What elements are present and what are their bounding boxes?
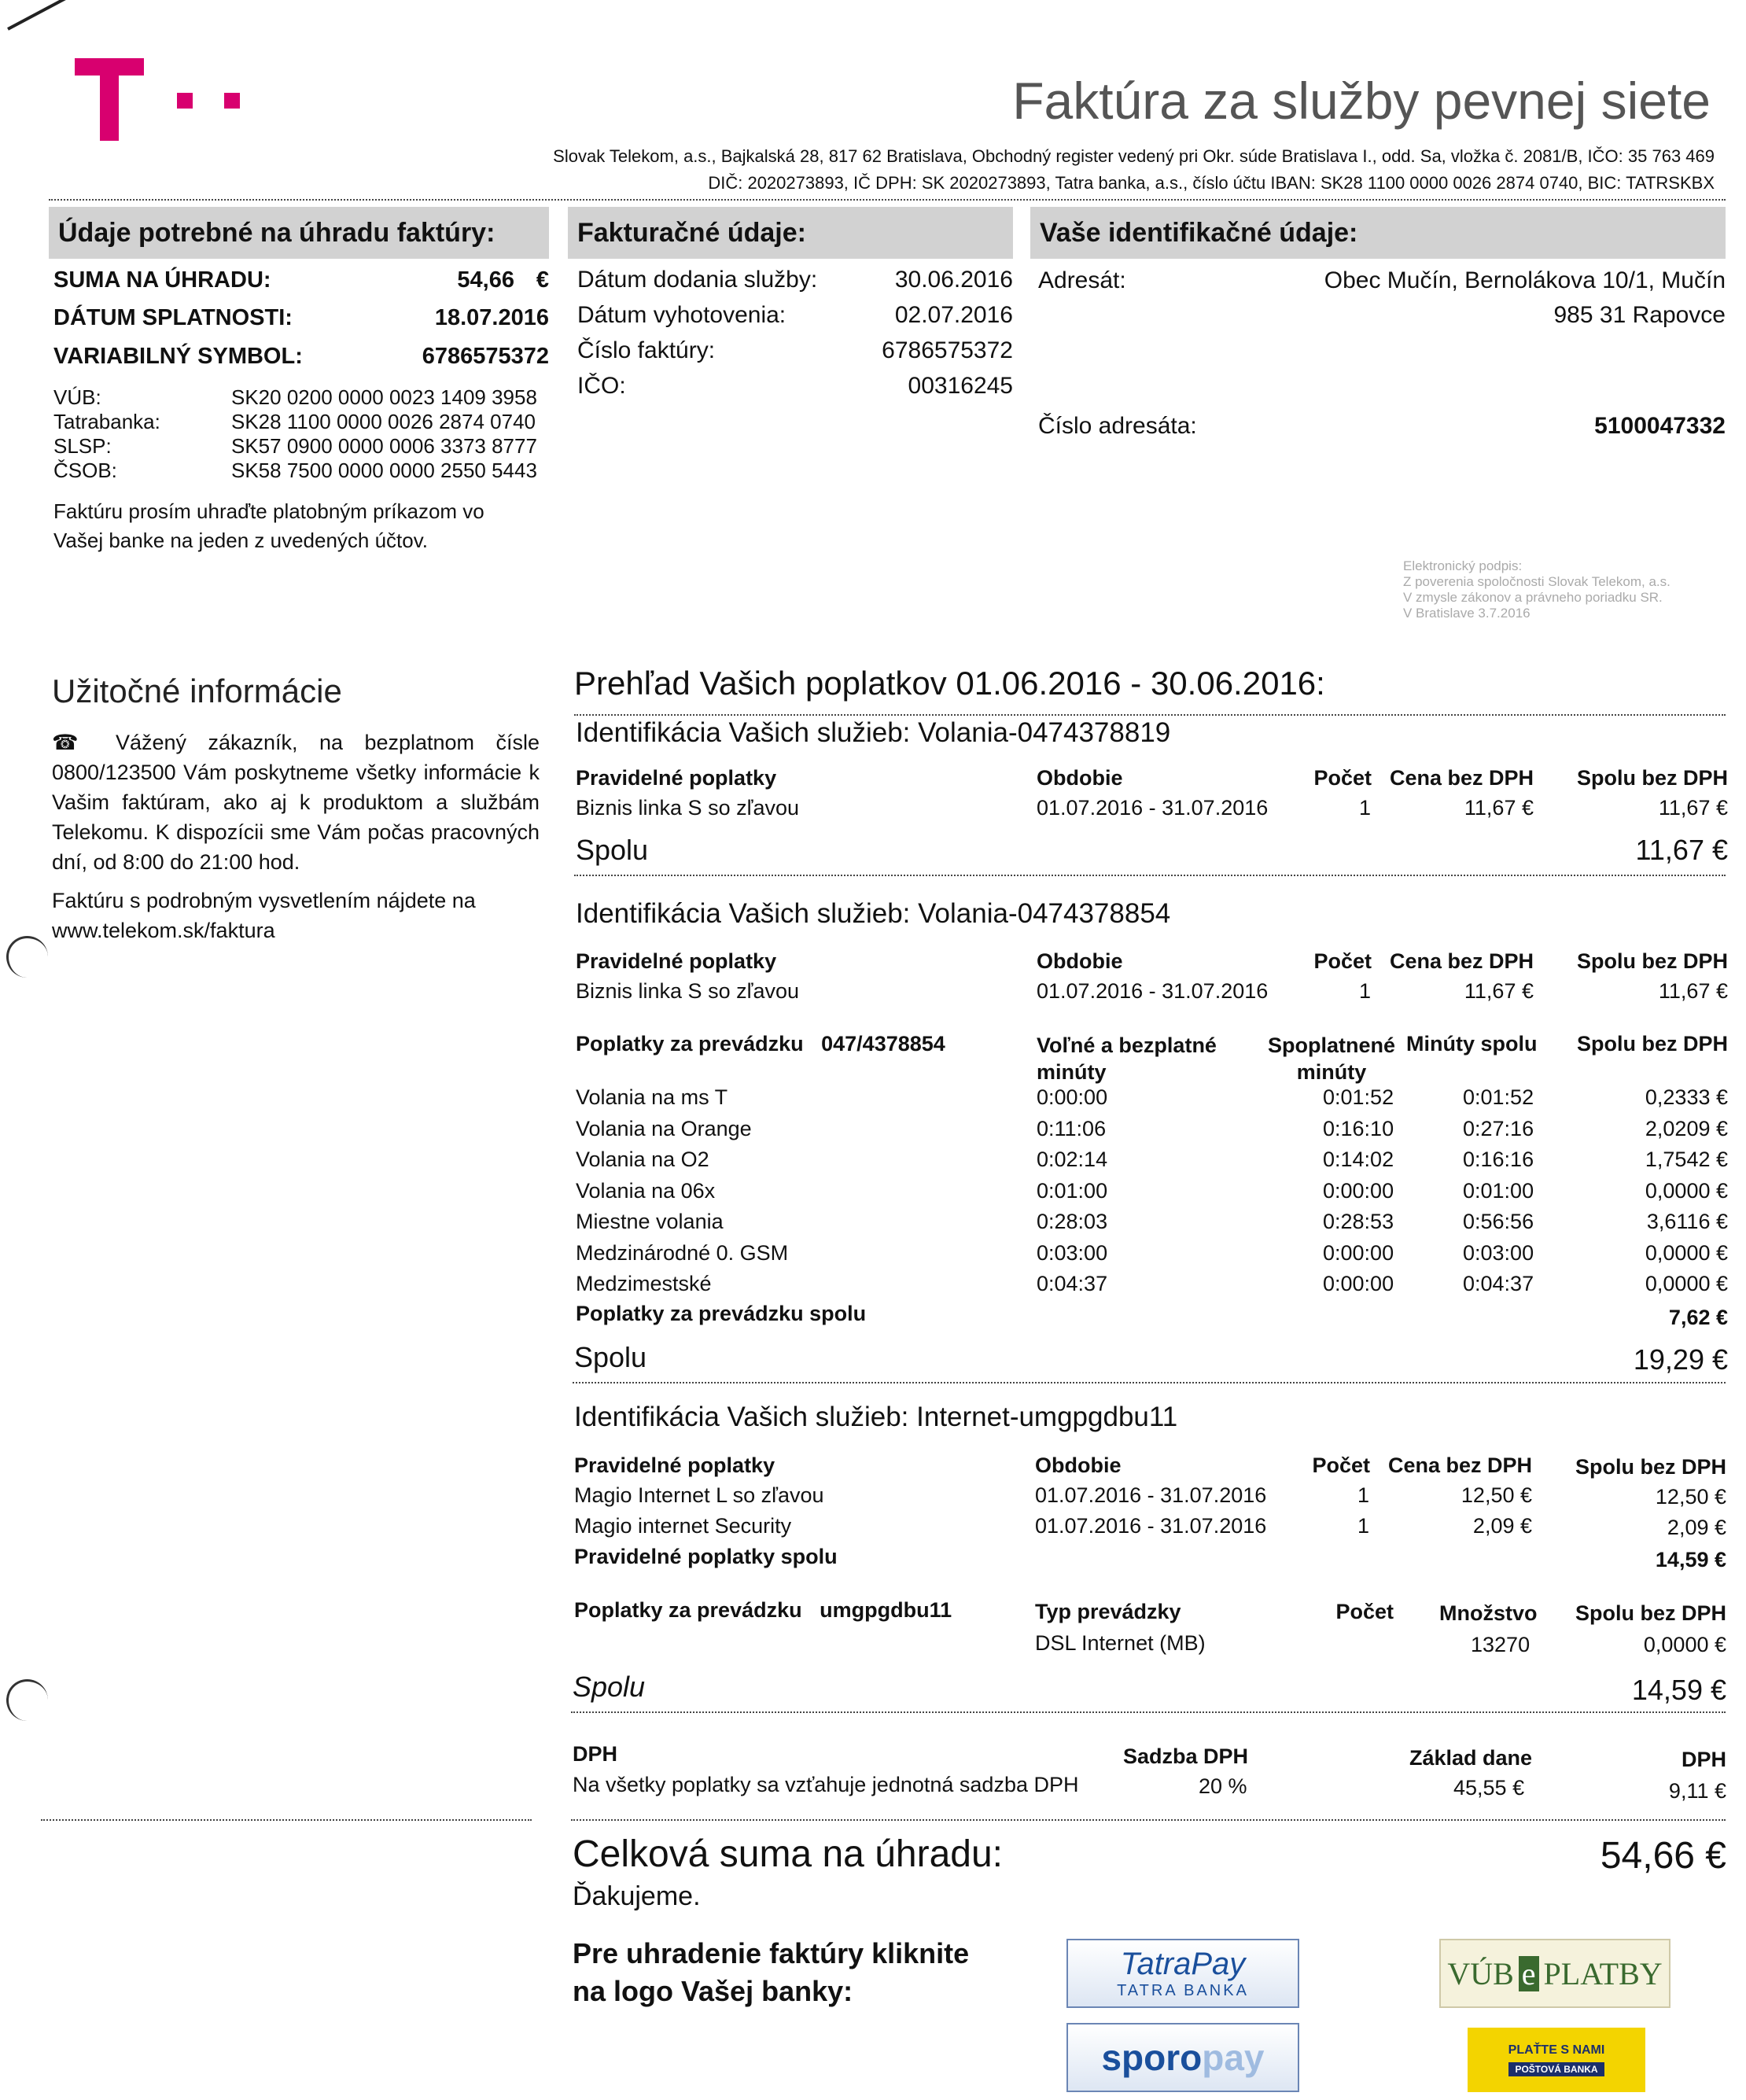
- punch-hole-mark: [6, 1679, 48, 1721]
- item-price: 2,09 €: [1472, 1514, 1532, 1538]
- overview-title: Prehľad Vašich poplatkov 01.06.2016 - 30.06.2016:: [574, 665, 1325, 702]
- col-count: Počet: [1313, 766, 1372, 790]
- spolu-label: Spolu: [576, 834, 649, 866]
- vub-e-text: e: [1519, 1956, 1539, 1991]
- col-free-minutes: Voľné a bezplatné minúty: [1037, 1033, 1217, 1084]
- addressee-address: [1324, 263, 1726, 333]
- col-price: Cena bez DPH: [1387, 1453, 1532, 1477]
- spolu-label: Spolu: [573, 1671, 646, 1703]
- vub-eplatby-button[interactable]: [1439, 1939, 1670, 2008]
- service-title: Identifikácia Vašich služieb: Internet-umgpgdbu11: [574, 1402, 1178, 1432]
- pen-mark: [7, 0, 112, 31]
- invoice-value: 30.06.2016: [894, 267, 1013, 293]
- vat-text: Na všetky poplatky sa vzťahuje jednotná sadzba DPH: [573, 1773, 1079, 1796]
- bank-iban: SK57 0900 0000 0006 3373 8777: [231, 434, 537, 458]
- call-paid: 0:00:00: [1323, 1178, 1394, 1203]
- col-total: Spolu bez DPH: [1576, 949, 1728, 973]
- vs-row: [53, 338, 549, 374]
- telekom-logo: [59, 47, 263, 149]
- col-count: Počet: [1335, 1600, 1394, 1623]
- col-price: Cena bez DPH: [1389, 949, 1534, 973]
- vub-logo: [1447, 1955, 1662, 1992]
- item-name: Biznis linka S so zľavou: [576, 979, 800, 1003]
- addressee-label: Adresát:: [1038, 267, 1126, 293]
- sporopay-button[interactable]: [1066, 2023, 1299, 2092]
- regular-total-value: 14,59 €: [1655, 1548, 1726, 1571]
- call-row: [576, 1117, 1728, 1148]
- item-name: Magio internet Security: [574, 1514, 792, 1538]
- item-count: 1: [1359, 796, 1372, 820]
- call-name: Medzimestské: [576, 1272, 712, 1295]
- item-total: 12,50 €: [1655, 1485, 1726, 1509]
- invoice-label: Dátum vyhotovenia:: [577, 302, 786, 328]
- address-line: 985 31 Rapovce: [1553, 302, 1726, 328]
- addressee-number: 5100047332: [1594, 413, 1726, 439]
- sporopay-logo: [1101, 2036, 1264, 2079]
- col-regular: Pravidelné poplatky: [576, 949, 777, 973]
- col-amount: Množstvo: [1439, 1601, 1538, 1625]
- invoice-label: Číslo faktúry:: [577, 337, 716, 363]
- call-free: 0:01:00: [1037, 1178, 1108, 1203]
- traffic-total-label: Poplatky za prevádzku spolu: [576, 1302, 867, 1325]
- item-period: 01.07.2016 - 31.07.2016: [1035, 1514, 1267, 1538]
- esign-line: V zmysle zákonov a právneho poriadku SR.: [1403, 590, 1663, 605]
- col-total: Spolu bez DPH: [1575, 1455, 1726, 1479]
- divider: [41, 1819, 532, 1821]
- due-label: DÁTUM SPLATNOSTI:: [53, 305, 293, 330]
- col-period: Obdobie: [1037, 949, 1123, 973]
- invoice-details: [577, 262, 1013, 403]
- item-period: 01.07.2016 - 31.07.2016: [1037, 979, 1269, 1003]
- traffic-label-text: Poplatky za prevádzku: [576, 1032, 804, 1056]
- item-price: 12,50 €: [1461, 1483, 1532, 1507]
- call-paid: 0:28:53: [1323, 1210, 1394, 1233]
- call-name: Volania na 06x: [576, 1178, 716, 1203]
- service-title: Identifikácia Vašich služieb: Volania-0474378854: [576, 898, 1171, 929]
- call-sum: 0:03:00: [1463, 1240, 1534, 1265]
- spolu-value: 14,59 €: [1631, 1674, 1726, 1706]
- due-value: 18.07.2016: [434, 305, 549, 330]
- info-link-text: Faktúru s podrobným vysvetlením nájdete na www.telekom.sk/faktura: [52, 889, 476, 942]
- traffic-label-text: Poplatky za prevádzku: [574, 1598, 802, 1622]
- postova-banka-button[interactable]: [1468, 2028, 1645, 2092]
- call-sum: 0:01:00: [1463, 1178, 1534, 1203]
- call-paid: 0:16:10: [1323, 1116, 1394, 1140]
- call-free: 0:00:00: [1037, 1085, 1108, 1109]
- call-name: Medzinárodné 0. GSM: [576, 1240, 789, 1265]
- col-count: Počet: [1313, 949, 1372, 973]
- due-row: [53, 300, 549, 336]
- addressee-number-label: Číslo adresáta:: [1038, 413, 1197, 439]
- posta-top-text: PLAŤTE S NAMI: [1508, 2043, 1605, 2057]
- item-price: 11,67 €: [1464, 796, 1534, 820]
- call-sum: 0:01:52: [1463, 1085, 1534, 1109]
- col-vat-rate: Sadzba DPH: [1123, 1744, 1249, 1768]
- vat-rate: 20 %: [1199, 1774, 1247, 1798]
- call-paid: 0:00:00: [1323, 1272, 1394, 1295]
- traffic-id: umgpgdbu11: [820, 1598, 952, 1622]
- col-paid-minutes: Spoplatnené minúty: [1267, 1033, 1395, 1084]
- logo-dot: [224, 93, 240, 109]
- call-row: [576, 1085, 1728, 1117]
- bank-name: SLSP:: [53, 434, 112, 458]
- addressee-number-row: [1038, 409, 1726, 444]
- call-total: 2,0209 €: [1645, 1116, 1728, 1140]
- item-total: 11,67 €: [1658, 796, 1728, 820]
- info-text: [52, 728, 540, 877]
- call-paid: 0:01:52: [1323, 1085, 1394, 1109]
- bank-iban: SK28 1100 0000 0026 2874 0740: [231, 410, 536, 433]
- item-count: 1: [1359, 979, 1372, 1003]
- esign-line: V Bratislave 3.7.2016: [1403, 606, 1531, 621]
- spolu-value: 19,29 €: [1633, 1343, 1728, 1376]
- col-vat: DPH: [1681, 1748, 1726, 1771]
- item-price: 11,67 €: [1464, 979, 1534, 1003]
- item-total: 2,09 €: [1667, 1516, 1726, 1539]
- regular-total-label: Pravidelné poplatky spolu: [574, 1545, 838, 1568]
- col-count: Počet: [1312, 1453, 1370, 1477]
- bank-name: Tatrabanka:: [53, 410, 160, 433]
- bank-row: [53, 434, 549, 459]
- sum-row: [53, 262, 549, 298]
- item-period: 01.07.2016 - 31.07.2016: [1035, 1483, 1267, 1507]
- service-title: Identifikácia Vašich služieb: Volania-0474378819: [576, 717, 1171, 748]
- bank-name: ČSOB:: [53, 459, 117, 482]
- esign-line: Elektronický podpis:: [1403, 558, 1523, 573]
- logo-dot: [177, 93, 193, 109]
- divider: [574, 875, 1726, 876]
- call-free: 0:02:14: [1037, 1148, 1108, 1171]
- esign-line: Z poverenia spoločnosti Slovak Telekom, a.s.: [1403, 574, 1670, 589]
- vs-label: VARIABILNÝ SYMBOL:: [53, 344, 303, 369]
- col-regular: Pravidelné poplatky: [576, 766, 777, 790]
- payment-note: Faktúru prosím uhraďte platobným príkazom vo Vašej banke na jeden z uvedených účtov.: [53, 499, 484, 552]
- divider: [571, 1819, 1726, 1821]
- invoice-row: [577, 262, 1013, 297]
- company-info: [378, 143, 1715, 197]
- tax-base: 45,55 €: [1453, 1776, 1525, 1800]
- divider: [571, 1711, 1726, 1713]
- call-sum: 0:04:37: [1463, 1272, 1534, 1295]
- invoice-label: Dátum dodania služby:: [577, 267, 818, 293]
- bank-row: [53, 385, 549, 410]
- call-sum: 0:56:56: [1463, 1210, 1534, 1233]
- invoice-label: IČO:: [577, 373, 626, 399]
- invoice-value: 00316245: [908, 373, 1013, 399]
- pay-text: pay: [1202, 2037, 1265, 2078]
- bank-accounts: [53, 385, 549, 483]
- posta-bottom-text: POŠTOVÁ BANKA: [1508, 2062, 1604, 2076]
- call-name: Miestne volania: [576, 1210, 724, 1233]
- call-name: Volania na Orange: [576, 1116, 752, 1140]
- call-row: [576, 1272, 1728, 1303]
- invoice-value: 02.07.2016: [894, 302, 1013, 328]
- call-paid: 0:00:00: [1323, 1240, 1394, 1265]
- sum-value: 54,66: [457, 267, 514, 293]
- call-free: 0:03:00: [1037, 1240, 1108, 1265]
- ident-heading: Vaše identifikačné údaje:: [1030, 207, 1726, 259]
- info-paragraph: Vážený zákazník, na bezplatnom čísle 0800/123500 Vám poskytneme všetky informácie k Vašim faktúram, ako aj k produktom a službám Telekomu. K dispozícii sme Vám počas pracovných dní, od 8:00 do 21:00 hod.: [52, 731, 540, 874]
- tatrapay-logo-text: TatraPay: [1120, 1947, 1246, 1981]
- tatrapay-bank-name: TATRA BANKA: [1117, 1982, 1249, 1999]
- col-total: Spolu bez DPH: [1576, 766, 1728, 790]
- call-paid: 0:14:02: [1323, 1148, 1394, 1171]
- address-line: Obec Mučín, Bernolákova 10/1, Mučín: [1324, 267, 1726, 293]
- invoice-row: [577, 368, 1013, 403]
- electronic-signature: [1403, 558, 1726, 621]
- invoice-row: [577, 333, 1013, 368]
- traffic-label: [576, 1032, 945, 1056]
- phone-icon: ☎: [52, 731, 116, 754]
- vub-text: VÚB: [1447, 1955, 1514, 1991]
- item-name: Biznis linka S so zľavou: [576, 796, 800, 820]
- traffic-label: [574, 1598, 952, 1623]
- call-total: 0,0000 €: [1645, 1272, 1728, 1295]
- calls-table: [576, 1085, 1728, 1303]
- col-period: Obdobie: [1035, 1453, 1122, 1477]
- bank-row: [53, 459, 549, 483]
- grand-total-value: 54,66 €: [1600, 1835, 1726, 1877]
- spolu-value: 11,67 €: [1635, 834, 1728, 866]
- bank-pay-text: Pre uhradenie faktúry kliknite na logo Vašej banky:: [573, 1937, 970, 2007]
- col-tax-base: Základ dane: [1409, 1746, 1533, 1770]
- call-name: Volania na O2: [576, 1148, 709, 1171]
- call-sum: 0:27:16: [1463, 1116, 1534, 1140]
- bank-row: [53, 410, 549, 434]
- vub-platby-text: PLATBY: [1543, 1955, 1663, 1991]
- vs-value: 6786575372: [422, 344, 549, 369]
- item-count: 1: [1357, 1514, 1370, 1538]
- col-total: Spolu bez DPH: [1575, 1601, 1726, 1625]
- traffic-total-value: 7,62 €: [1668, 1306, 1728, 1329]
- col-minutes-total: Minúty spolu: [1406, 1032, 1538, 1056]
- call-row: [576, 1179, 1728, 1210]
- divider: [573, 1382, 1726, 1383]
- item-period: 01.07.2016 - 31.07.2016: [1037, 796, 1269, 820]
- grand-total-label: Celková suma na úhradu:: [573, 1833, 1003, 1875]
- call-free: 0:11:06: [1037, 1116, 1107, 1140]
- payment-heading: Údaje potrebné na úhradu faktúry:: [49, 207, 549, 259]
- col-type: Typ prevádzky: [1035, 1600, 1181, 1623]
- call-free: 0:28:03: [1037, 1210, 1108, 1233]
- call-name: Volania na ms T: [576, 1085, 728, 1109]
- document-title: Faktúra za služby pevnej siete: [1012, 72, 1711, 130]
- traffic-amount: 13270: [1471, 1633, 1531, 1656]
- call-total: 0,0000 €: [1645, 1178, 1728, 1203]
- traffic-number: 047/4378854: [821, 1032, 945, 1056]
- item-count: 1: [1357, 1483, 1370, 1507]
- call-total: 1,7542 €: [1645, 1148, 1728, 1171]
- call-row: [576, 1210, 1728, 1241]
- spolu-label: Spolu: [574, 1341, 647, 1373]
- item-total: 11,67 €: [1658, 979, 1728, 1003]
- col-regular: Pravidelné poplatky: [574, 1453, 775, 1477]
- call-sum: 0:16:16: [1463, 1148, 1534, 1171]
- tatrapay-button[interactable]: [1066, 1939, 1299, 2008]
- punch-hole-mark: [6, 936, 48, 978]
- call-row: [576, 1241, 1728, 1273]
- vat-label: DPH: [573, 1742, 618, 1766]
- sporo-text: sporo: [1101, 2037, 1203, 2078]
- col-period: Obdobie: [1037, 766, 1123, 790]
- call-total: 0,0000 €: [1645, 1240, 1728, 1265]
- sum-label: SUMA NA ÚHRADU:: [53, 267, 271, 293]
- traffic-type: DSL Internet (MB): [1035, 1631, 1206, 1655]
- divider: [574, 714, 1726, 716]
- col-price: Cena bez DPH: [1389, 766, 1534, 790]
- invoice-heading: Fakturačné údaje:: [568, 207, 1013, 259]
- call-row: [576, 1148, 1728, 1179]
- addressee-block: [1038, 263, 1726, 328]
- bank-iban: SK58 7500 0000 0000 2550 5443: [231, 459, 537, 482]
- vat-value: 9,11 €: [1668, 1779, 1726, 1803]
- bank-name: VÚB:: [53, 385, 101, 409]
- company-line: DIČ: 2020273893, IČ DPH: SK 2020273893, Tatra banka, a.s., číslo účtu IBAN: SK28 1100 0000 0026 2874 0740, BIC: TATRSKBX: [708, 173, 1715, 193]
- logo-t-stem: [100, 58, 119, 141]
- col-total: Spolu bez DPH: [1576, 1032, 1728, 1056]
- thanks-text: Ďakujeme.: [573, 1881, 701, 1911]
- traffic-total: 0,0000 €: [1643, 1633, 1726, 1656]
- call-free: 0:04:37: [1037, 1272, 1108, 1295]
- invoice-value: 6786575372: [882, 337, 1013, 363]
- call-total: 0,2333 €: [1645, 1085, 1728, 1109]
- item-name: Magio Internet L so zľavou: [574, 1483, 824, 1507]
- call-total: 3,6116 €: [1646, 1210, 1728, 1233]
- company-line: Slovak Telekom, a.s., Bajkalská 28, 817 62 Bratislava, Obchodný register vedený pri Okr. súde Bratislava I., odd. Sa, vložka č. 2081/B, IČO: 35 763 469: [553, 146, 1715, 166]
- bank-iban: SK20 0200 0000 0023 1409 3958: [231, 385, 537, 409]
- divider: [49, 199, 1726, 201]
- invoice-row: [577, 297, 1013, 333]
- info-title: Užitočné informácie: [52, 672, 342, 709]
- sum-currency: €: [536, 267, 549, 293]
